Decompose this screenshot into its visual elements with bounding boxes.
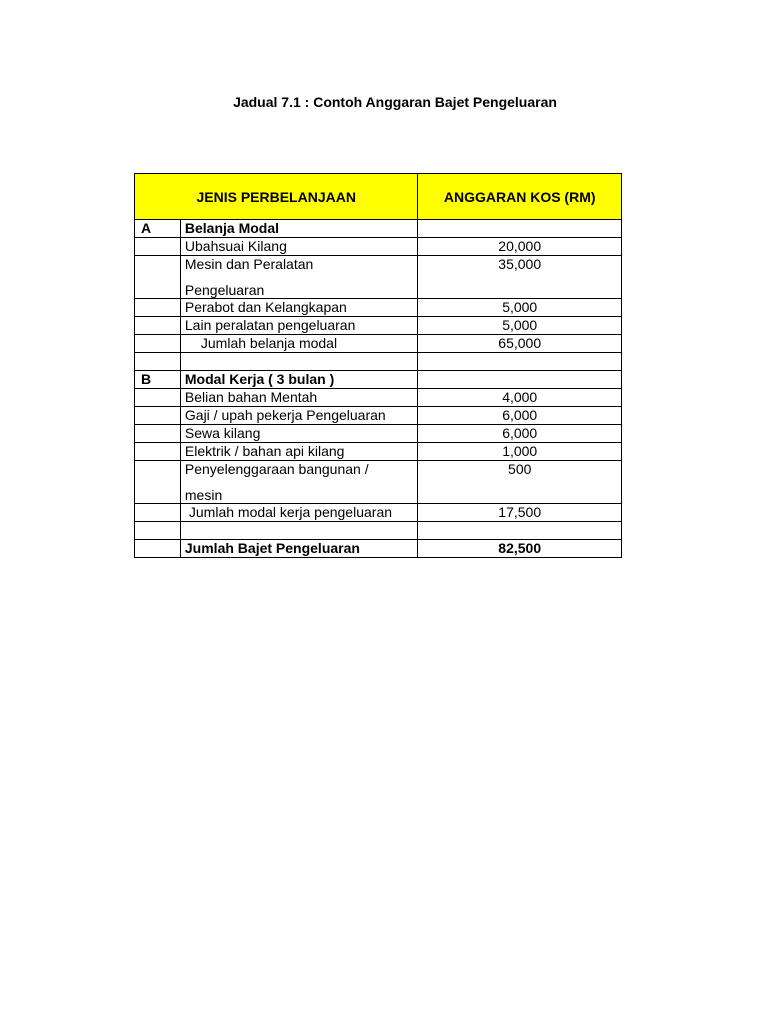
header-expense-type: JENIS PERBELANJAAN bbox=[135, 174, 418, 220]
empty-cell bbox=[135, 389, 181, 407]
table-row bbox=[135, 443, 622, 461]
subtotal-value: 17,500 bbox=[418, 504, 622, 522]
header-cost-estimate: ANGGARAN KOS (RM) bbox=[418, 174, 622, 220]
item-label bbox=[180, 461, 418, 504]
empty-cell bbox=[135, 425, 181, 443]
subtotal-row bbox=[135, 504, 622, 522]
section-heading: Belanja Modal bbox=[180, 220, 418, 238]
section-code: A bbox=[135, 220, 181, 238]
spacer-row bbox=[135, 522, 622, 540]
empty-cell bbox=[418, 220, 622, 238]
item-cost: 1,000 bbox=[418, 443, 622, 461]
item-label: Sewa kilang bbox=[180, 425, 418, 443]
empty-cell bbox=[180, 522, 418, 540]
item-cost: 6,000 bbox=[418, 407, 622, 425]
empty-cell bbox=[135, 353, 181, 371]
empty-cell bbox=[135, 317, 181, 335]
item-label: Belian bahan Mentah bbox=[180, 389, 418, 407]
spacer-row bbox=[135, 353, 622, 371]
section-a-heading-row bbox=[135, 220, 622, 238]
empty-cell bbox=[135, 522, 181, 540]
table-row bbox=[135, 407, 622, 425]
grand-total-value: 82,500 bbox=[418, 540, 622, 558]
subtotal-label: Jumlah modal kerja pengeluaran bbox=[180, 504, 418, 522]
table-row bbox=[135, 389, 622, 407]
item-label: Lain peralatan pengeluaran bbox=[180, 317, 418, 335]
item-cost: 6,000 bbox=[418, 425, 622, 443]
empty-cell bbox=[135, 504, 181, 522]
subtotal-value: 65,000 bbox=[418, 335, 622, 353]
item-cost: 4,000 bbox=[418, 389, 622, 407]
empty-cell bbox=[418, 353, 622, 371]
empty-cell bbox=[135, 540, 181, 558]
grand-total-row bbox=[135, 540, 622, 558]
header-row bbox=[135, 174, 622, 220]
table-row bbox=[135, 238, 622, 256]
item-label-line2: Pengeluaran bbox=[184, 282, 265, 298]
item-cost: 5,000 bbox=[418, 299, 622, 317]
section-code: B bbox=[135, 371, 181, 389]
empty-cell bbox=[180, 353, 418, 371]
empty-cell bbox=[135, 299, 181, 317]
empty-cell bbox=[135, 443, 181, 461]
subtotal-row bbox=[135, 335, 622, 353]
budget-table bbox=[134, 173, 622, 558]
item-label-line2: mesin bbox=[184, 487, 223, 503]
table-row bbox=[135, 256, 622, 299]
empty-cell bbox=[418, 371, 622, 389]
empty-cell bbox=[135, 256, 181, 299]
item-label bbox=[180, 256, 418, 299]
item-label-line1: Mesin dan Peralatan bbox=[184, 256, 314, 272]
item-cost: 35,000 bbox=[418, 256, 622, 299]
section-b-heading-row bbox=[135, 371, 622, 389]
table-title: Jadual 7.1 : Contoh Anggaran Bajet Pengeluaran bbox=[233, 94, 557, 110]
subtotal-label: Jumlah belanja modal bbox=[180, 335, 418, 353]
table-row bbox=[135, 317, 622, 335]
item-label: Elektrik / bahan api kilang bbox=[180, 443, 418, 461]
section-heading: Modal Kerja ( 3 bulan ) bbox=[180, 371, 418, 389]
table-row bbox=[135, 425, 622, 443]
item-label: Gaji / upah pekerja Pengeluaran bbox=[180, 407, 418, 425]
item-label-line1: Penyelenggaraan bangunan / bbox=[184, 461, 369, 477]
empty-cell bbox=[418, 522, 622, 540]
table-row bbox=[135, 299, 622, 317]
empty-cell bbox=[135, 407, 181, 425]
grand-total-label: Jumlah Bajet Pengeluaran bbox=[180, 540, 418, 558]
item-cost: 20,000 bbox=[418, 238, 622, 256]
table-row bbox=[135, 461, 622, 504]
empty-cell bbox=[135, 238, 181, 256]
item-cost: 500 bbox=[418, 461, 622, 504]
item-label: Perabot dan Kelangkapan bbox=[180, 299, 418, 317]
empty-cell bbox=[135, 461, 181, 504]
empty-cell bbox=[135, 335, 181, 353]
item-cost: 5,000 bbox=[418, 317, 622, 335]
item-label: Ubahsuai Kilang bbox=[180, 238, 418, 256]
